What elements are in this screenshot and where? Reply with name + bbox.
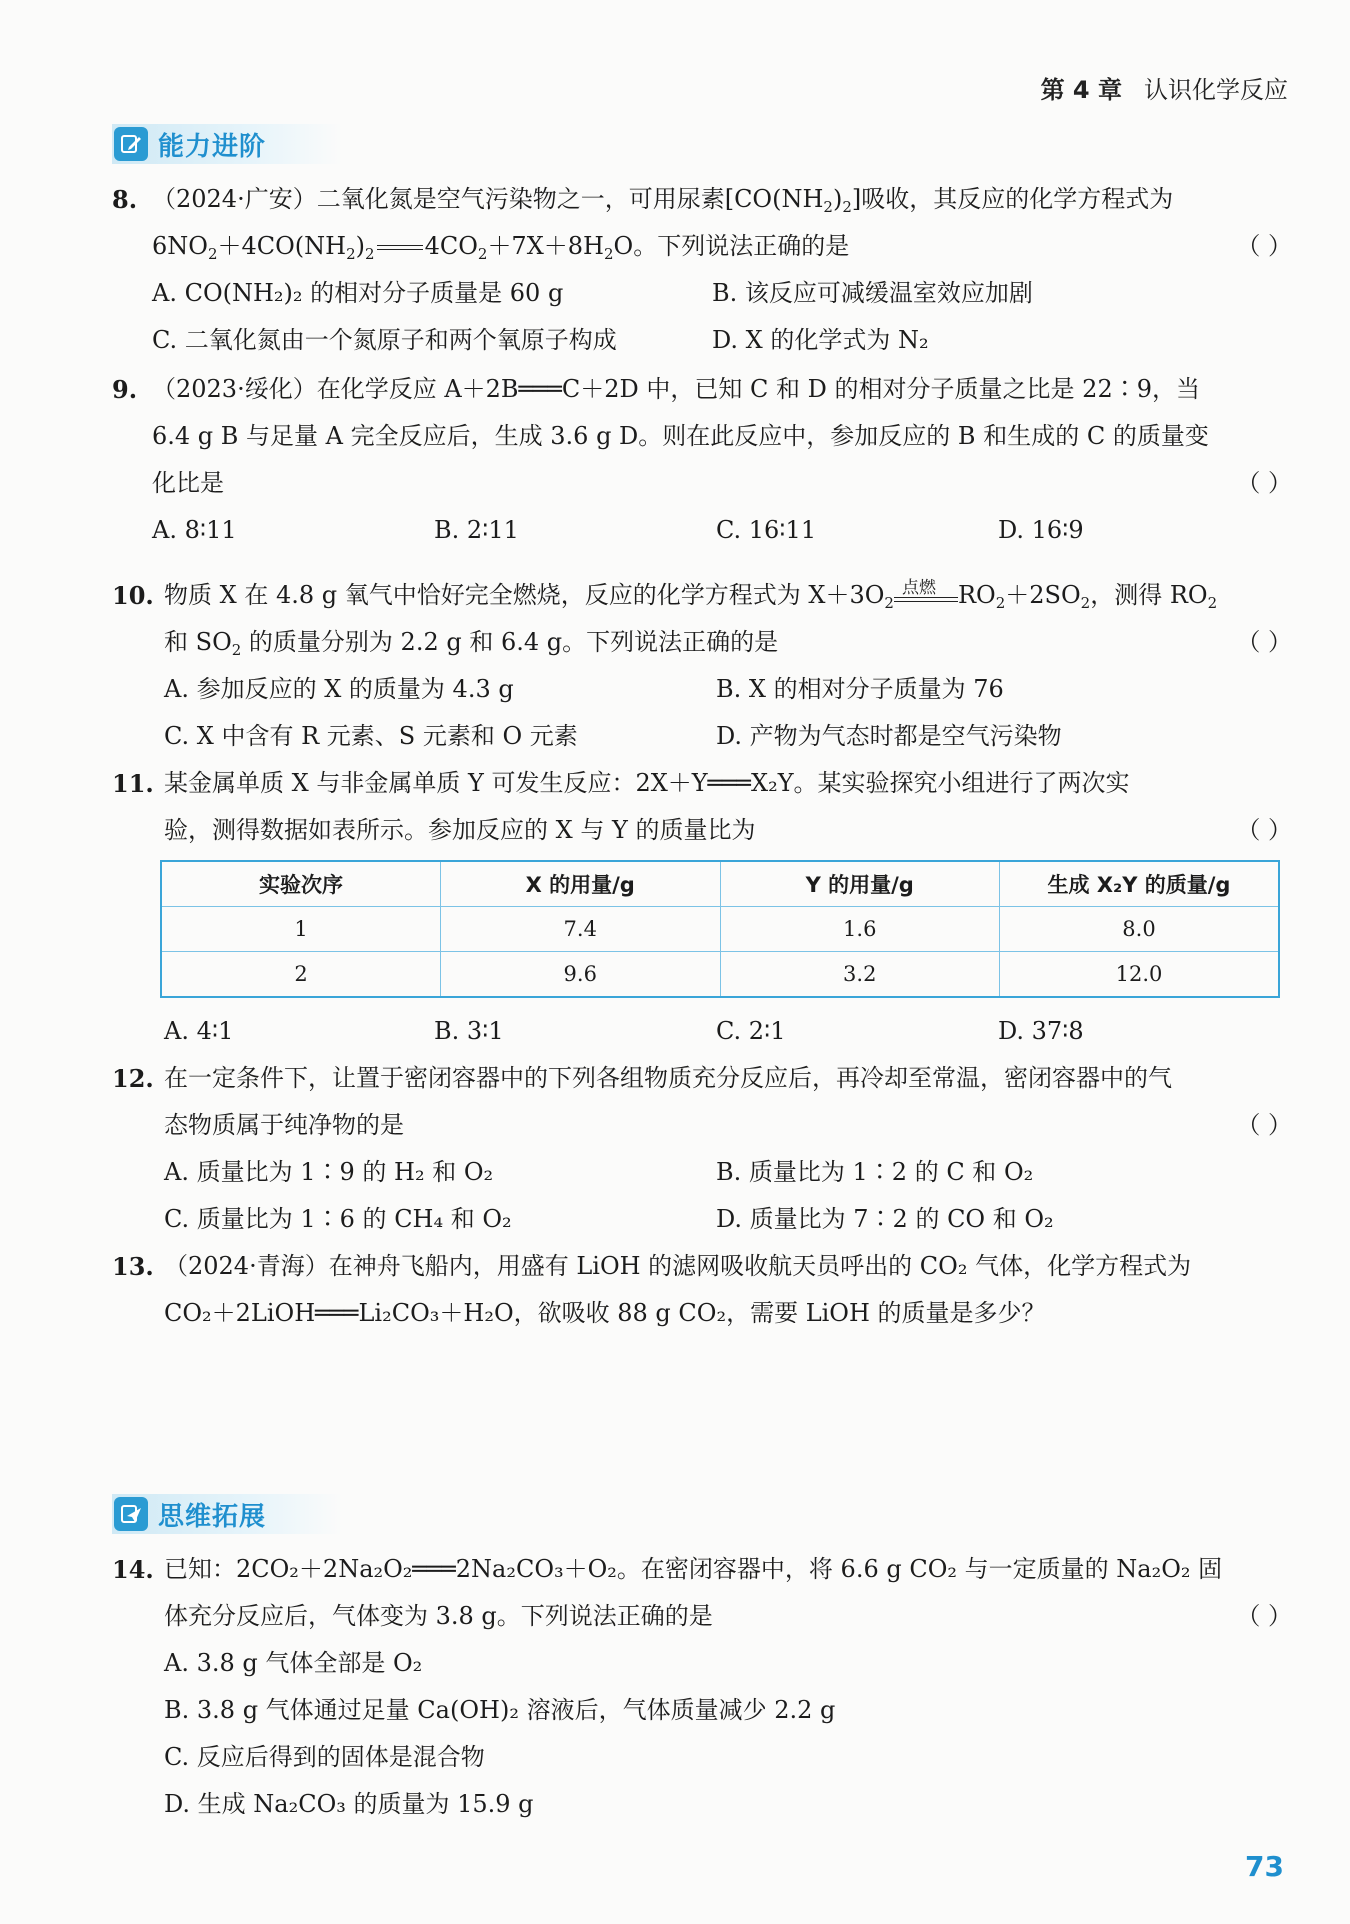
option-b: B. 2∶11 bbox=[434, 516, 519, 544]
table-header: 生成 X₂Y 的质量/g bbox=[1000, 861, 1280, 907]
question-9: 9. （2023·绥化）在化学反应 A＋2B═══C＋2D 中，已知 C 和 D 的相对分子质量之比是 22∶9，当 6.4 g B 与足量 A 完全反应后，生成 3.6 g D。则在此反应中，参加反应的 B 和生成的 C 的质量变 化比是 （ ） A. 8∶11 B. 2∶11 C. 16∶11 D. 16∶9 bbox=[112, 366, 1292, 554]
question-number: 14. bbox=[112, 1555, 154, 1584]
option-a: A. 3.8 g 气体全部是 O₂ bbox=[164, 1649, 423, 1677]
equation-line: $6NO_2+4CO(NH_2)_2$ $4CO_2+7X+8H_2O$。下列说法正确的是 bbox=[152, 232, 850, 263]
option-a: A. CO(NH₂)₂ 的相对分子质量是 60 g bbox=[152, 279, 564, 307]
option-a: A. 8∶11 bbox=[152, 516, 237, 544]
table-cell: 12.0 bbox=[1000, 952, 1280, 998]
question-text: （2023·绥化）在化学反应 A＋2B═══C＋2D 中，已知 C 和 D 的相对分子质量之比是 22∶9，当 bbox=[152, 375, 1200, 403]
table-header: Y 的用量/g bbox=[720, 861, 1000, 907]
question-text: 物质 X 在 4.8 g 氧气中恰好完全燃烧，反应的化学方程式为 $X+3O_2$ 点燃 $RO_2+2SO_2$，测得 $RO_2$ bbox=[164, 577, 1218, 612]
table-row bbox=[161, 907, 1279, 952]
option-d: D. 生成 Na₂CO₃ 的质量为 15.9 g bbox=[164, 1790, 534, 1818]
option-b: B. 质量比为 1∶2 的 C 和 O₂ bbox=[716, 1158, 1034, 1186]
option-c: C. 反应后得到的固体是混合物 bbox=[164, 1743, 485, 1771]
table-cell: 2 bbox=[161, 952, 441, 998]
table-cell: 1 bbox=[161, 907, 441, 952]
question-text: 已知：2CO₂＋2Na₂O₂═══2Na₂CO₃＋O₂。在密闭容器中，将 6.6 g CO₂ 与一定质量的 Na₂O₂ 固 bbox=[164, 1555, 1223, 1583]
table-cell: 8.0 bbox=[1000, 907, 1280, 952]
table-header: X 的用量/g bbox=[441, 861, 721, 907]
chapter-title: 认识化学反应 bbox=[1144, 76, 1288, 104]
option-b: B. 3∶1 bbox=[434, 1017, 504, 1045]
option-d: D. 37∶8 bbox=[998, 1017, 1084, 1045]
question-text: （2024·青海）在神舟飞船内，用盛有 LiOH 的滤网吸收航天员呼出的 CO₂ 气体，化学方程式为 bbox=[164, 1252, 1192, 1280]
question-12: 12. 在一定条件下，让置于密闭容器中的下列各组物质充分反应后，再冷却至常温，密闭容器中的气 态物质属于纯净物的是 （ ） A. 质量比为 1∶9 的 H₂ 和 O₂ B. 质量比为 1∶2 的 C 和 O₂ C. 质量比为 1∶6 的 CH₄ 和 O₂ D. 质量比为 7∶2 的 CO 和 O₂ bbox=[112, 1055, 1292, 1243]
table-row bbox=[161, 952, 1279, 998]
question-13: 13. （2024·青海）在神舟飞船内，用盛有 LiOH 的滤网吸收航天员呼出的 CO₂ 气体，化学方程式为 CO₂＋2LiOH═══Li₂CO₃＋H₂O，欲吸收 88 g CO₂，需要 LiOH 的质量是多少？ bbox=[112, 1243, 1292, 1337]
option-b: B. X 的相对分子质量为 76 bbox=[716, 675, 1004, 703]
option-b: B. 该反应可减缓温室效应加剧 bbox=[712, 279, 1033, 307]
table-cell: 3.2 bbox=[720, 952, 1000, 998]
option-a: A. 质量比为 1∶9 的 H₂ 和 O₂ bbox=[164, 1158, 494, 1186]
question-number: 8. bbox=[112, 185, 138, 214]
option-a: A. 4∶1 bbox=[164, 1017, 234, 1045]
answer-bracket: （ ） bbox=[1236, 1111, 1292, 1139]
paper-plane-icon bbox=[114, 1497, 148, 1531]
question-11-options bbox=[112, 1008, 1292, 1055]
answer-bracket: （ ） bbox=[1236, 469, 1292, 497]
option-d: D. X 的化学式为 N₂ bbox=[712, 326, 929, 354]
option-c: C. 二氧化氮由一个氮原子和两个氧原子构成 bbox=[152, 326, 617, 354]
chapter-number: 第 4 章 bbox=[1040, 76, 1122, 104]
question-number: 12. bbox=[112, 1064, 154, 1093]
question-number: 13. bbox=[112, 1252, 154, 1281]
table-header-row bbox=[161, 861, 1279, 907]
question-number: 10. bbox=[112, 581, 154, 610]
reaction-condition: 点燃 bbox=[894, 585, 958, 609]
question-text: 某金属单质 X 与非金属单质 Y 可发生反应：2X＋Y═══X₂Y。某实验探究小组进行了两次实 bbox=[164, 769, 1130, 797]
section-title: 思维拓展 bbox=[158, 1501, 267, 1532]
option-c: C. 质量比为 1∶6 的 CH₄ 和 O₂ bbox=[164, 1205, 512, 1233]
chapter-header bbox=[1041, 70, 1288, 105]
answer-bracket: （ ） bbox=[1236, 816, 1292, 844]
section-title: 能力进阶 bbox=[158, 131, 267, 162]
table-header: 实验次序 bbox=[161, 861, 441, 907]
question-10: 10. 物质 X 在 4.8 g 氧气中恰好完全燃烧，反应的化学方程式为 $X+3O_2$ 点燃 $RO_2+2SO_2$，测得 $RO_2$ 和 $SO_2$ 的质量分别为 2.2 g 和 6.4 g。下列说法正确的是 （ ） A. 参加反应的 X 的质量为 4.3 g B. X 的相对分子质量为 76 C. X 中含有 R 元素、S 元素和 O 元素 D. 产物为气态时都是空气污染物 bbox=[112, 572, 1292, 760]
section-extension bbox=[112, 1494, 342, 1534]
page-number: 73 bbox=[1245, 1850, 1284, 1883]
question-8 bbox=[112, 176, 1292, 364]
option-a: A. 参加反应的 X 的质量为 4.3 g bbox=[164, 675, 514, 703]
question-11: 11. 某金属单质 X 与非金属单质 Y 可发生反应：2X＋Y═══X₂Y。某实验探究小组进行了两次实 验，测得数据如表所示。参加反应的 X 与 Y 的质量比为 （ ） bbox=[112, 760, 1292, 854]
option-b: B. 3.8 g 气体通过足量 Ca(OH)₂ 溶液后，气体质量减少 2.2 g bbox=[164, 1696, 836, 1724]
option-c: C. 2∶1 bbox=[716, 1017, 786, 1045]
answer-bracket: （ ） bbox=[1236, 232, 1292, 260]
option-c: C. X 中含有 R 元素、S 元素和 O 元素 bbox=[164, 722, 578, 750]
table-cell: 1.6 bbox=[720, 907, 1000, 952]
question-number: 11. bbox=[112, 769, 154, 798]
pencil-note-icon bbox=[114, 127, 148, 161]
table-cell: 7.4 bbox=[441, 907, 721, 952]
answer-bracket: （ ） bbox=[1236, 1602, 1292, 1630]
question-number: 9. bbox=[112, 375, 138, 404]
option-d: D. 质量比为 7∶2 的 CO 和 O₂ bbox=[716, 1205, 1054, 1233]
question-text: 在一定条件下，让置于密闭容器中的下列各组物质充分反应后，再冷却至常温，密闭容器中的气 bbox=[164, 1064, 1172, 1092]
option-d: D. 16∶9 bbox=[998, 516, 1084, 544]
answer-bracket: （ ） bbox=[1236, 628, 1292, 656]
experiment-table bbox=[160, 860, 1280, 998]
option-d: D. 产物为气态时都是空气污染物 bbox=[716, 722, 1062, 750]
option-c: C. 16∶11 bbox=[716, 516, 817, 544]
section-advanced bbox=[112, 124, 342, 164]
question-14: 14. 已知：2CO₂＋2Na₂O₂═══2Na₂CO₃＋O₂。在密闭容器中，将 6.6 g CO₂ 与一定质量的 Na₂O₂ 固 体充分反应后，气体变为 3.8 g。下列说法正确的是 （ ） A. 3.8 g 气体全部是 O₂ B. 3.8 g 气体通过足量 Ca(OH)₂ 溶液后，气体质量减少 2.2 g C. 反应后得到的固体是混合物 D. 生成 Na₂CO₃ 的质量为 15.9 g bbox=[112, 1546, 1292, 1828]
question-text: （2024·广安）二氧化氮是空气污染物之一，可用尿素$[CO(NH_2)_2]$吸收，其反应的化学方程式为 bbox=[152, 185, 1174, 216]
table-cell: 9.6 bbox=[441, 952, 721, 998]
